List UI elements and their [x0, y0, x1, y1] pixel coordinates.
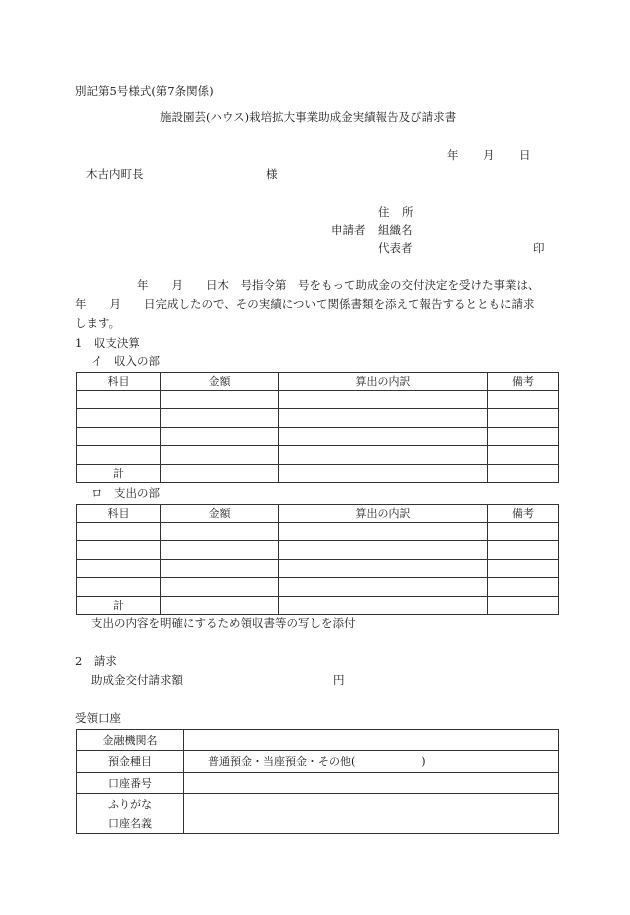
- table-cell[interactable]: [488, 391, 559, 409]
- organization-label: 組織名: [378, 223, 413, 237]
- table-cell[interactable]: [488, 560, 559, 578]
- table-cell[interactable]: [279, 446, 488, 465]
- table-cell[interactable]: [488, 541, 559, 560]
- account-holder-field[interactable]: [184, 794, 559, 834]
- table-cell[interactable]: [279, 597, 488, 615]
- column-header-subject: 科目: [77, 505, 161, 523]
- date-year-label: 年: [447, 148, 459, 162]
- table-row: [77, 560, 559, 578]
- table-cell[interactable]: [77, 428, 161, 446]
- table-cell[interactable]: [161, 597, 279, 615]
- deposit-type-label: 預金種目: [77, 751, 184, 773]
- table-cell[interactable]: [161, 578, 279, 597]
- seal-mark: 印: [533, 241, 545, 255]
- address-label-b: 所: [402, 205, 414, 219]
- table-row: [77, 391, 559, 409]
- table-cell[interactable]: [161, 409, 279, 428]
- table-cell[interactable]: [488, 446, 559, 465]
- address-label-a: 住: [378, 205, 390, 219]
- bank-row: [77, 730, 559, 751]
- table-cell[interactable]: [279, 391, 488, 409]
- table-cell[interactable]: [77, 523, 161, 541]
- table-cell[interactable]: [77, 446, 161, 465]
- expense-table: [76, 504, 559, 615]
- receipt-note: 支出の内容を明確にするため領収書等の写しを添付: [91, 616, 356, 630]
- table-cell[interactable]: [279, 428, 488, 446]
- request-amount-label: 助成金交付請求額: [91, 673, 183, 687]
- income-header-row: [77, 373, 559, 391]
- table-row: [77, 428, 559, 446]
- date-day-label: 日: [519, 148, 531, 162]
- paragraph-line-2: 年 月 日完成したので、その実績について関係書類を添えて報告するとともに請求: [75, 297, 535, 311]
- section1-heading: 1 収支決算: [75, 336, 140, 350]
- date-month-label: 月: [483, 148, 495, 162]
- paragraph-line-3: します。: [75, 316, 121, 330]
- applicant-label: 申請者: [331, 223, 366, 237]
- table-row: [77, 578, 559, 597]
- table-cell[interactable]: [161, 446, 279, 465]
- table-cell[interactable]: [77, 578, 161, 597]
- table-cell[interactable]: [77, 409, 161, 428]
- column-header-breakdown: 算出の内訳: [279, 505, 488, 523]
- table-row: [77, 541, 559, 560]
- table-cell[interactable]: [161, 541, 279, 560]
- representative-label: 代表者: [378, 241, 413, 255]
- income-section-label: イ 収入の部: [91, 354, 160, 368]
- account-holder-label: [77, 794, 184, 834]
- column-header-subject: 科目: [77, 373, 161, 391]
- bank-name-field[interactable]: [184, 730, 559, 751]
- document-title: 施設園芸(ハウス)栽培拡大事業助成金実績報告及び請求書: [160, 110, 457, 124]
- table-cell[interactable]: [77, 560, 161, 578]
- table-cell[interactable]: [279, 409, 488, 428]
- account-holder-row: [77, 794, 559, 834]
- table-cell[interactable]: [161, 560, 279, 578]
- bank-name-label: 金融機関名: [77, 730, 184, 751]
- table-cell[interactable]: [488, 428, 559, 446]
- furigana-label: ふりがな: [108, 797, 152, 811]
- column-header-remarks: 備考: [488, 373, 559, 391]
- section2-heading: 2 請求: [75, 654, 117, 668]
- yen-unit: 円: [333, 673, 345, 687]
- table-cell[interactable]: [161, 523, 279, 541]
- table-cell[interactable]: [77, 541, 161, 560]
- expense-total-row: [77, 597, 559, 615]
- table-cell[interactable]: [161, 465, 279, 483]
- table-row: [77, 446, 559, 465]
- account-table: [76, 729, 559, 834]
- table-cell[interactable]: [488, 465, 559, 483]
- paragraph-line-1: 年 月 日木 号指令第 号をもって助成金の交付決定を受けた事業は、: [137, 278, 540, 292]
- account-number-row: [77, 773, 559, 794]
- column-header-remarks: 備考: [488, 505, 559, 523]
- account-name-label: 口座名義: [108, 816, 152, 830]
- table-cell[interactable]: [279, 560, 488, 578]
- table-cell[interactable]: [279, 541, 488, 560]
- expense-section-label: ロ 支出の部: [91, 486, 160, 500]
- table-cell[interactable]: [279, 465, 488, 483]
- deposit-type-row: [77, 751, 559, 773]
- form-number: 別記第5号様式(第7条関係): [75, 84, 214, 98]
- table-row: [77, 523, 559, 541]
- table-cell[interactable]: [161, 428, 279, 446]
- table-cell[interactable]: [161, 391, 279, 409]
- addressee: 木古内町長: [86, 167, 144, 181]
- addressee-honorific: 様: [266, 167, 278, 181]
- table-cell[interactable]: [488, 409, 559, 428]
- column-header-breakdown: 算出の内訳: [279, 373, 488, 391]
- table-cell[interactable]: [77, 391, 161, 409]
- total-label: 計: [77, 465, 161, 483]
- deposit-type-options[interactable]: 普通預金・当座預金・その他( ): [184, 751, 559, 773]
- account-number-label: 口座番号: [77, 773, 184, 794]
- table-cell[interactable]: [279, 523, 488, 541]
- column-header-amount: 金額: [161, 373, 279, 391]
- income-total-row: [77, 465, 559, 483]
- account-number-field[interactable]: [184, 773, 559, 794]
- table-cell[interactable]: [488, 523, 559, 541]
- total-label: 計: [77, 597, 161, 615]
- expense-header-row: [77, 505, 559, 523]
- table-cell[interactable]: [488, 597, 559, 615]
- column-header-amount: 金額: [161, 505, 279, 523]
- income-table: [76, 372, 559, 483]
- table-cell[interactable]: [279, 578, 488, 597]
- table-row: [77, 409, 559, 428]
- account-heading: 受領口座: [75, 711, 121, 725]
- table-cell[interactable]: [488, 578, 559, 597]
